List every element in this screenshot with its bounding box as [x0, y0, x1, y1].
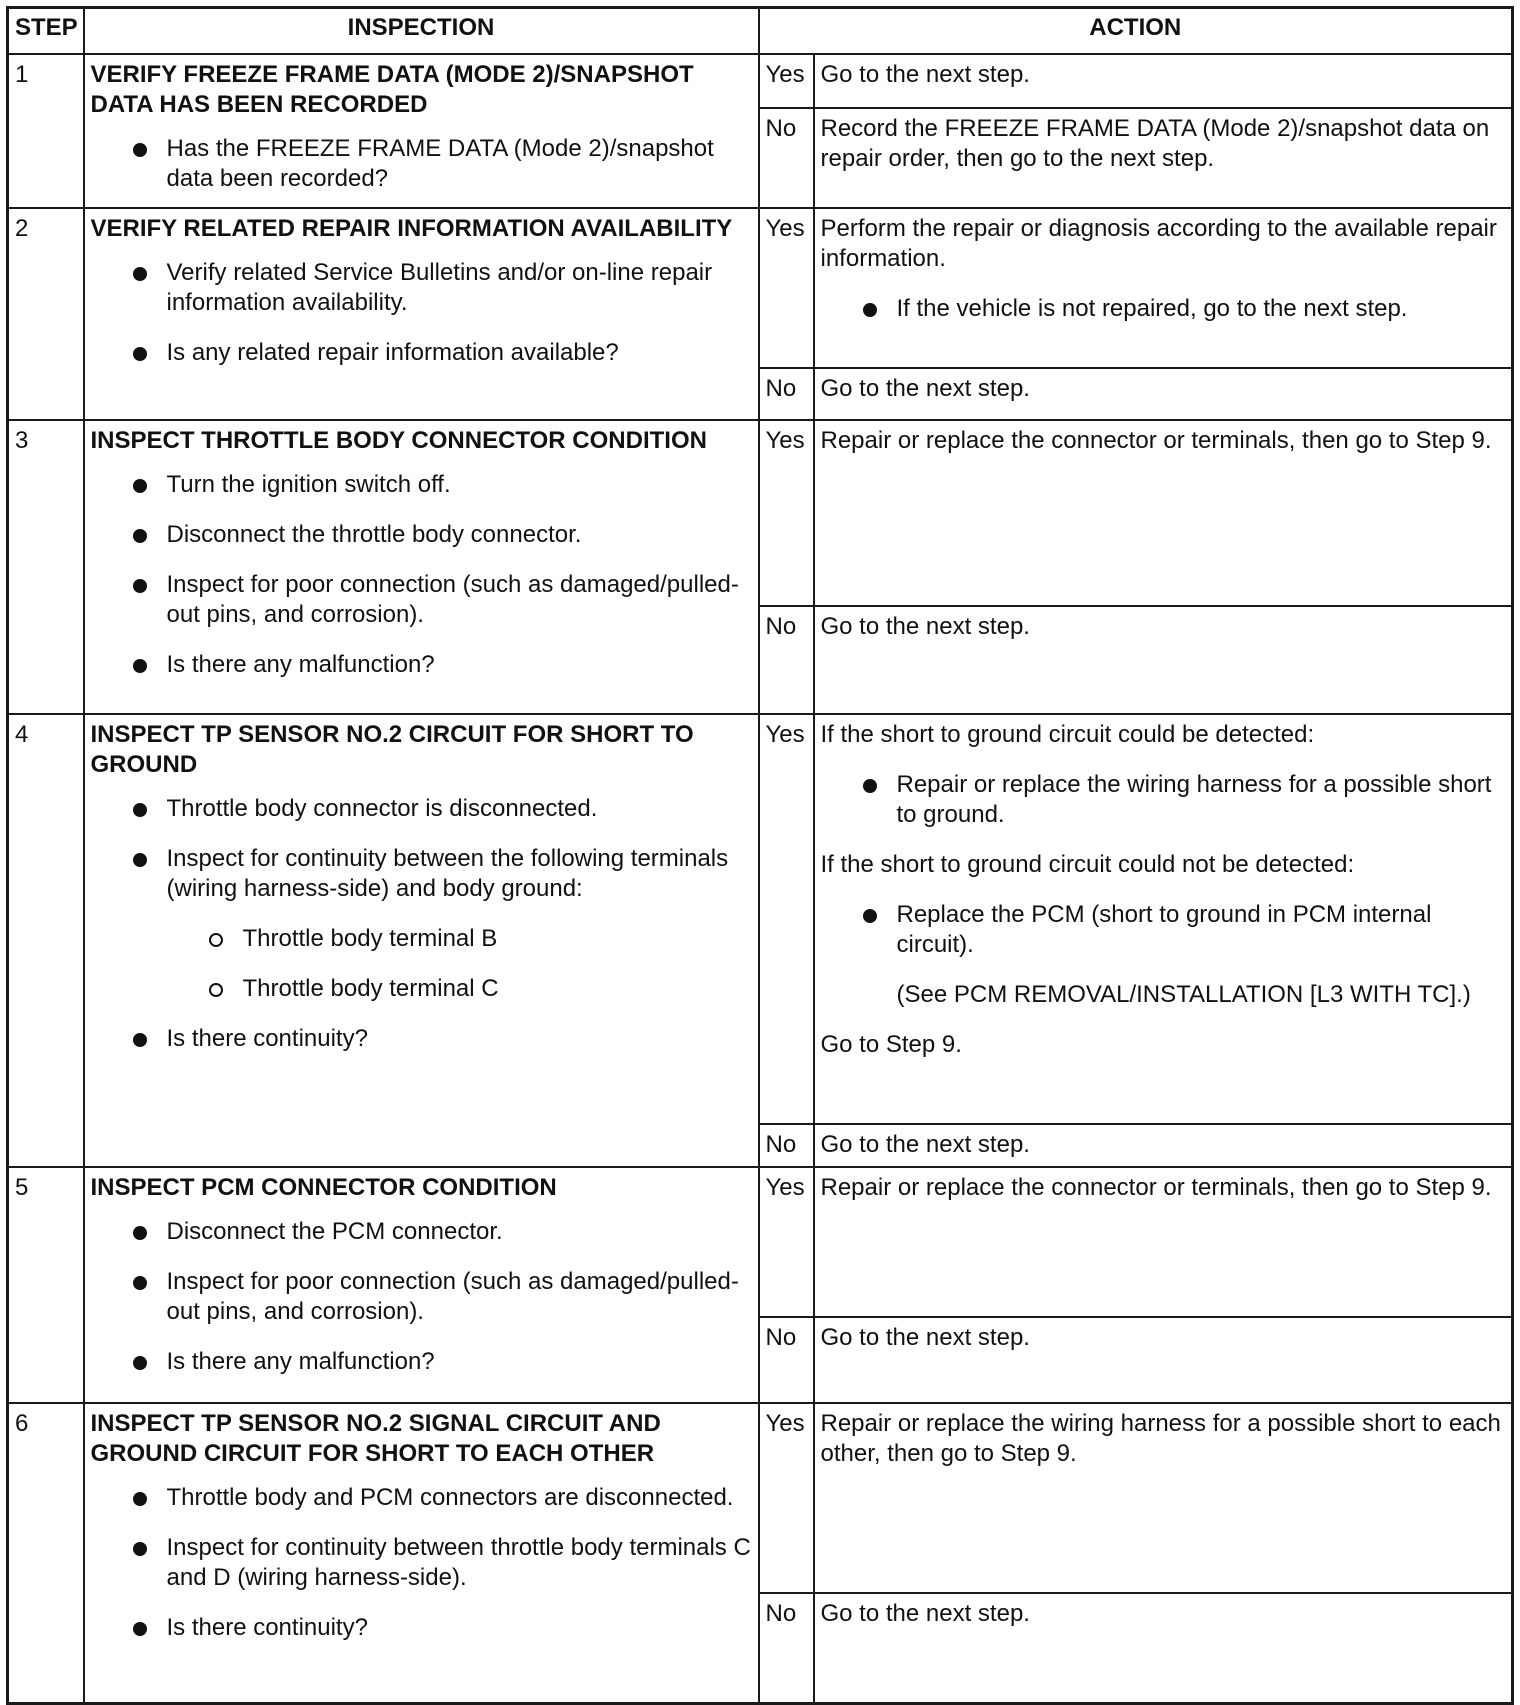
list-item	[133, 1217, 752, 1247]
bullet-text: Inspect for poor connection (such as damaged/pulled-out pins, and corrosion).	[166, 571, 739, 628]
step-number: 6	[8, 1403, 84, 1703]
circle-bullet-icon	[209, 983, 223, 997]
list-item	[863, 294, 1506, 324]
step-title: INSPECT THROTTLE BODY CONNECTOR CONDITION	[90, 427, 707, 454]
bullet-icon	[133, 347, 147, 361]
step-3-yes-row	[8, 420, 1513, 606]
yes-label: Yes	[759, 208, 814, 368]
header-action: ACTION	[759, 8, 1513, 55]
yes-label: Yes	[759, 1167, 814, 1317]
bullet-icon	[133, 1356, 147, 1370]
inspection-bullets	[91, 794, 752, 1054]
header-inspection: INSPECTION	[84, 8, 759, 55]
bullet-text: Disconnect the throttle body connector.	[166, 521, 582, 548]
header-row	[8, 8, 1513, 55]
step-title: VERIFY RELATED REPAIR INFORMATION AVAILABILITY	[90, 215, 733, 242]
list-item	[133, 1024, 752, 1054]
no-action: Record the FREEZE FRAME DATA (Mode 2)/snapshot data on repair order, then go to the next step.	[814, 108, 1513, 208]
yes-label: Yes	[759, 1403, 814, 1593]
list-item	[133, 338, 752, 368]
step-title: INSPECT TP SENSOR NO.2 CIRCUIT FOR SHORT TO GROUND	[90, 721, 694, 778]
bullet-icon	[863, 909, 877, 923]
bullet-text: Is there continuity?	[166, 1025, 368, 1052]
bullet-text: Throttle body and PCM connectors are disconnected.	[166, 1484, 734, 1511]
yes-label: Yes	[759, 54, 814, 108]
bullet-text: Disconnect the PCM connector.	[166, 1218, 503, 1245]
reference-note: (See PCM REMOVAL/INSTALLATION [L3 WITH TC].)	[896, 981, 1471, 1008]
bullet-icon	[133, 143, 147, 157]
inspection-bullets	[91, 258, 752, 368]
bullet-text: Inspect for poor connection (such as damaged/pulled-out pins, and corrosion).	[166, 1268, 739, 1325]
no-label: No	[759, 1593, 814, 1703]
bullet-text: Is any related repair information available?	[166, 339, 619, 366]
step-4-yes-row	[8, 714, 1513, 1124]
list-item	[209, 924, 752, 954]
step-number: 2	[8, 208, 84, 420]
list-item	[133, 1533, 752, 1593]
yes-action: Go to the next step.	[814, 54, 1513, 108]
step-6-yes-row	[8, 1403, 1513, 1593]
action-bullets	[821, 900, 1506, 960]
bullet-icon	[133, 659, 147, 673]
yes-action	[814, 208, 1513, 368]
step-number: 3	[8, 420, 84, 714]
list-item	[863, 770, 1506, 830]
inspection-cell	[84, 208, 759, 420]
bullet-text: Is there any malfunction?	[166, 1348, 435, 1375]
inspection-bullets	[91, 470, 752, 680]
circle-bullet-icon	[209, 933, 223, 947]
list-item	[133, 470, 752, 500]
yes-action: Repair or replace the wiring harness for a possible short to each other, then go to Step 9.	[814, 1403, 1513, 1593]
list-item	[133, 794, 752, 824]
bullet-text: Is there any malfunction?	[166, 651, 435, 678]
no-action: Go to the next step.	[814, 1317, 1513, 1403]
action-text: Go to Step 9.	[820, 1031, 962, 1058]
bullet-text: Inspect for continuity between the following terminals (wiring harness-side) and body ground:	[166, 845, 729, 902]
inspection-cell	[84, 714, 759, 1167]
inspection-cell	[84, 1403, 759, 1703]
inspection-bullets	[91, 1483, 752, 1643]
no-action: Go to the next step.	[814, 1124, 1513, 1167]
action-bullets	[821, 294, 1506, 324]
list-item	[133, 844, 752, 1004]
list-item	[133, 1267, 752, 1327]
bullet-icon	[133, 1276, 147, 1290]
bullet-icon	[133, 803, 147, 817]
bullet-icon	[133, 853, 147, 867]
diagnostic-table	[6, 6, 1514, 1705]
step-title: INSPECT TP SENSOR NO.2 SIGNAL CIRCUIT AND GROUND CIRCUIT FOR SHORT TO EACH OTHER	[90, 1410, 661, 1467]
bullet-text: Has the FREEZE FRAME DATA (Mode 2)/snapshot data been recorded?	[166, 135, 714, 192]
bullet-icon	[133, 1226, 147, 1240]
list-item	[133, 520, 752, 550]
bullet-text: Repair or replace the wiring harness for a possible short to ground.	[896, 771, 1492, 828]
yes-action: Repair or replace the connector or terminals, then go to Step 9.	[814, 1167, 1513, 1317]
inspection-cell	[84, 54, 759, 208]
no-label: No	[759, 108, 814, 208]
bullet-icon	[863, 303, 877, 317]
sub-bullet-text: Throttle body terminal B	[242, 925, 498, 952]
yes-action: Repair or replace the connector or terminals, then go to Step 9.	[814, 420, 1513, 606]
bullet-icon	[863, 779, 877, 793]
yes-label: Yes	[759, 420, 814, 606]
bullet-icon	[133, 1033, 147, 1047]
inspection-cell	[84, 420, 759, 714]
step-title: VERIFY FREEZE FRAME DATA (MODE 2)/SNAPSHOT DATA HAS BEEN RECORDED	[90, 61, 694, 118]
list-item	[133, 1483, 752, 1513]
no-label: No	[759, 1124, 814, 1167]
sub-bullets	[167, 924, 752, 1004]
step-number: 1	[8, 54, 84, 208]
header-step: STEP	[8, 8, 84, 55]
bullet-text: Verify related Service Bulletins and/or on-line repair information availability.	[166, 259, 713, 316]
no-label: No	[759, 1317, 814, 1403]
step-1-yes-row	[8, 54, 1513, 108]
action-text: If the short to ground circuit could not be detected:	[820, 851, 1355, 878]
bullet-icon	[133, 267, 147, 281]
bullet-icon	[133, 479, 147, 493]
no-action: Go to the next step.	[814, 1593, 1513, 1703]
action-text: Perform the repair or diagnosis according to the available repair information.	[820, 215, 1497, 272]
step-5-yes-row	[8, 1167, 1513, 1317]
action-text: If the short to ground circuit could be detected:	[820, 721, 1315, 748]
no-label: No	[759, 606, 814, 714]
no-label: No	[759, 368, 814, 420]
bullet-icon	[133, 1492, 147, 1506]
inspection-bullets	[91, 134, 752, 194]
action-bullets	[821, 770, 1506, 830]
list-item	[863, 900, 1506, 960]
list-item	[133, 258, 752, 318]
bullet-text: Inspect for continuity between throttle body terminals C and D (wiring harness-side).	[166, 1534, 751, 1591]
step-number: 4	[8, 714, 84, 1167]
no-action: Go to the next step.	[814, 606, 1513, 714]
step-2-yes-row	[8, 208, 1513, 368]
sub-bullet-text: Throttle body terminal C	[242, 975, 499, 1002]
diagnostic-procedure-page	[6, 6, 1514, 1696]
bullet-icon	[133, 1542, 147, 1556]
list-item	[133, 570, 752, 630]
list-item	[133, 134, 752, 194]
step-title: INSPECT PCM CONNECTOR CONDITION	[90, 1174, 557, 1201]
bullet-icon	[133, 529, 147, 543]
bullet-text: Turn the ignition switch off.	[166, 471, 451, 498]
step-number: 5	[8, 1167, 84, 1403]
bullet-icon	[133, 1622, 147, 1636]
bullet-text: Is there continuity?	[166, 1614, 368, 1641]
list-item	[209, 974, 752, 1004]
bullet-text: Throttle body connector is disconnected.	[166, 795, 598, 822]
inspection-cell	[84, 1167, 759, 1403]
bullet-text: Replace the PCM (short to ground in PCM internal circuit).	[896, 901, 1432, 958]
no-action: Go to the next step.	[814, 368, 1513, 420]
list-item	[133, 1347, 752, 1377]
bullet-icon	[133, 579, 147, 593]
list-item	[133, 650, 752, 680]
bullet-text: If the vehicle is not repaired, go to the next step.	[896, 295, 1408, 322]
yes-action	[814, 714, 1513, 1124]
inspection-bullets	[91, 1217, 752, 1377]
list-item	[133, 1613, 752, 1643]
yes-label: Yes	[759, 714, 814, 1124]
